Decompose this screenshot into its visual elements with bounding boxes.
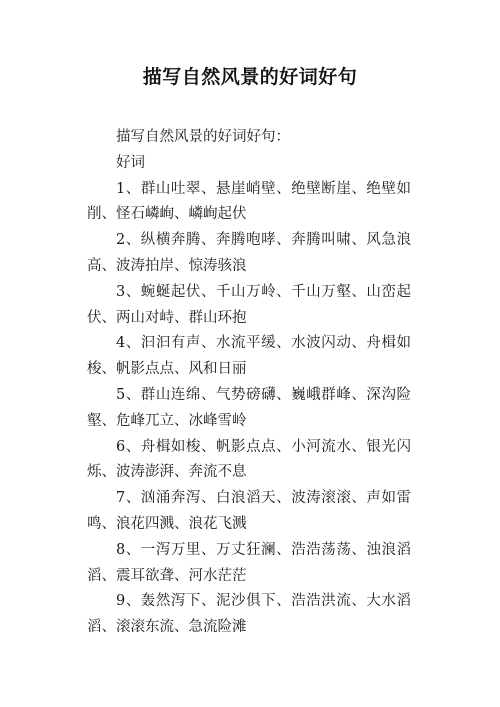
section-heading: 好词	[116, 154, 145, 171]
list-item: 1、群山吐翠、悬崖峭壁、绝壁断崖、绝壁如削、怪石嶙峋、嶙峋起伏	[87, 180, 411, 223]
document-body	[87, 125, 411, 641]
list-item: 7、汹涌奔泻、白浪滔天、波涛滚滚、声如雷鸣、浪花四溅、浪花飞溅	[87, 490, 411, 532]
list-item: 8、一泻万里、万丈狂澜、浩浩荡荡、浊浪滔滔、震耳欲聋、河水茫茫	[87, 541, 411, 584]
list-item: 9、轰然泻下、泥沙俱下、浩浩洪流、大水滔滔、滚滚东流、急流险滩	[87, 593, 411, 636]
list-item: 5、群山连绵、气势磅礴、巍峨群峰、深沟险壑、危峰兀立、冰峰雪岭	[87, 386, 411, 429]
intro-paragraph: 描写自然风景的好词好句：	[116, 129, 290, 145]
list-item: 6、舟楫如梭、帆影点点、小河流水、银光闪烁、波涛澎湃、奔流不息	[87, 438, 411, 481]
list-item: 3、蜿蜒起伏、千山万岭、千山万壑、山峦起伏、两山对峙、群山环抱	[87, 283, 411, 326]
list-item: 2、纵横奔腾、奔腾咆哮、奔腾叫啸、风急浪高、波涛拍岸、惊涛骇浪	[87, 232, 411, 274]
document-title: 描写自然风景的好词好句	[142, 66, 358, 88]
list-item: 4、汩汩有声、水流平缓、水波闪动、舟楫如梭、帆影点点、风和日丽	[87, 335, 411, 378]
